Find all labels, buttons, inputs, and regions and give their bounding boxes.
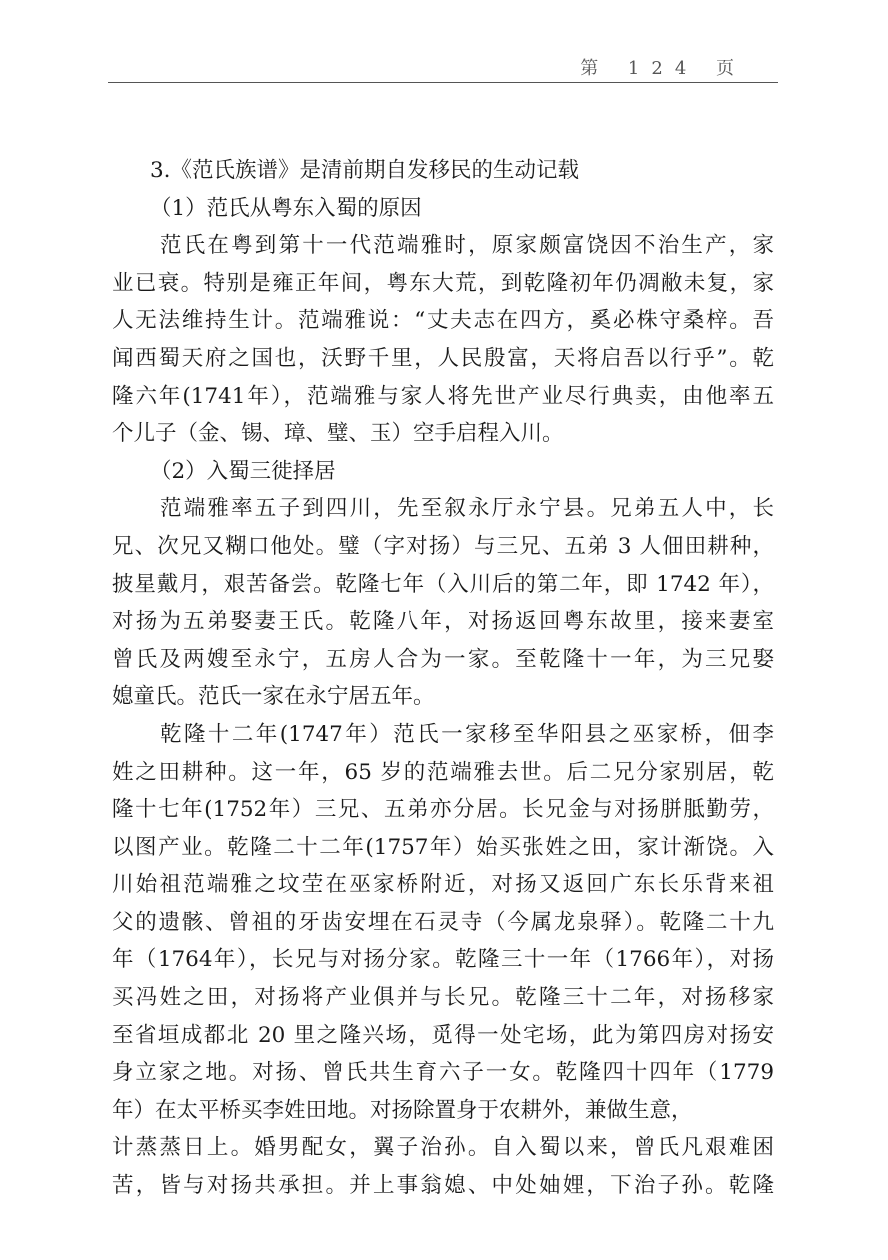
text-line: 范氏在粤到第十一代范端雅时，原家颇富饶因不治生产，家 <box>160 233 774 259</box>
text-line: 对扬为五弟娶妻王氏。乾隆八年，对扬返回粤东故里，接来妻室 <box>112 609 774 635</box>
text-line: 年）在太平桥买李姓田地。对扬除置身于农耕外，兼做生意， <box>112 1097 693 1123</box>
text-line: （1）范氏从粤东入蜀的原因 <box>150 195 422 221</box>
text-line: （2）入蜀三徙择居 <box>150 458 336 484</box>
text-line: 父的遗骸、曾祖的牙齿安埋在石灵寺（今属龙泉驿）。乾隆二十九 <box>112 909 774 935</box>
document-body <box>112 152 774 1205</box>
text-line: 姓之田耕种。这一年，65 岁的范端雅去世。后二兄分家别居，乾 <box>112 759 774 785</box>
text-line: 苦，皆与对扬共承担。并上事翁媳、中处妯娌，下治子孙。乾隆 <box>112 1173 774 1199</box>
text-line: 3.《范氏族谱》是清前期自发移民的生动记载 <box>150 158 580 183</box>
text-line: 隆六年(1741年），范端雅与家人将先世产业尽行典卖，由他率五 <box>112 383 774 409</box>
text-line: 以图产业。乾隆二十二年(1757年）始买张姓之田，家计渐饶。入 <box>112 834 774 860</box>
text-line: 曾氏及两嫂至永宁，五房人合为一家。至乾隆十一年，为三兄娶 <box>112 646 774 672</box>
text-line: 个儿子（金、锡、璋、璧、玉）空手启程入川。 <box>112 421 564 447</box>
page-number: 第 124 页 <box>580 58 746 79</box>
text-line: 范端雅率五子到四川，先至叙永厅永宁县。兄弟五人中，长 <box>160 496 774 522</box>
text-line: 至省垣成都北 20 里之隆兴场，觅得一处宅场，此为第四房对扬安 <box>112 1022 774 1048</box>
text-line: 身立家之地。对扬、曾氏共生育六子一女。乾隆四十四年（1779 <box>112 1060 774 1086</box>
text-line: 隆十七年(1752年）三兄、五弟亦分居。长兄金与对扬胼胝勤劳， <box>112 797 774 823</box>
page-header <box>108 50 778 83</box>
text-line: 计蒸蒸日上。婚男配女，翼子治孙。自入蜀以来，曾氏凡艰难困 <box>112 1135 774 1161</box>
text-line: 业已衰。特别是雍正年间，粤东大荒，到乾隆初年仍凋敝未复，家 <box>112 270 774 296</box>
text-line: 闻西蜀天府之国也，沃野千里，人民殷富，天将启吾以行乎”。乾 <box>112 345 774 371</box>
text-line: 年（1764年），长兄与对扬分家。乾隆三十一年（1766年），对扬 <box>112 947 774 973</box>
text-line: 川始祖范端雅之坟茔在巫家桥附近，对扬又返回广东长乐背来祖 <box>112 872 774 898</box>
text-line: 披星戴月，艰苦备尝。乾隆七年（入川后的第二年，即 1742 年）， <box>112 571 774 597</box>
text-line: 乾隆十二年(1747年）范氏一家移至华阳县之巫家桥，佃李 <box>160 721 774 747</box>
text-line: 买冯姓之田，对扬将产业俱并与长兄。乾隆三十二年，对扬移家 <box>112 985 774 1011</box>
text-line: 人无法维持生计。范端雅说：“丈夫志在四方，奚必株守桑梓。吾 <box>112 308 774 334</box>
text-line: 兄、次兄又糊口他处。璧（字对扬）与三兄、五弟 3 人佃田耕种， <box>112 533 774 559</box>
text-line: 媳童氏。范氏一家在永宁居五年。 <box>112 684 435 710</box>
